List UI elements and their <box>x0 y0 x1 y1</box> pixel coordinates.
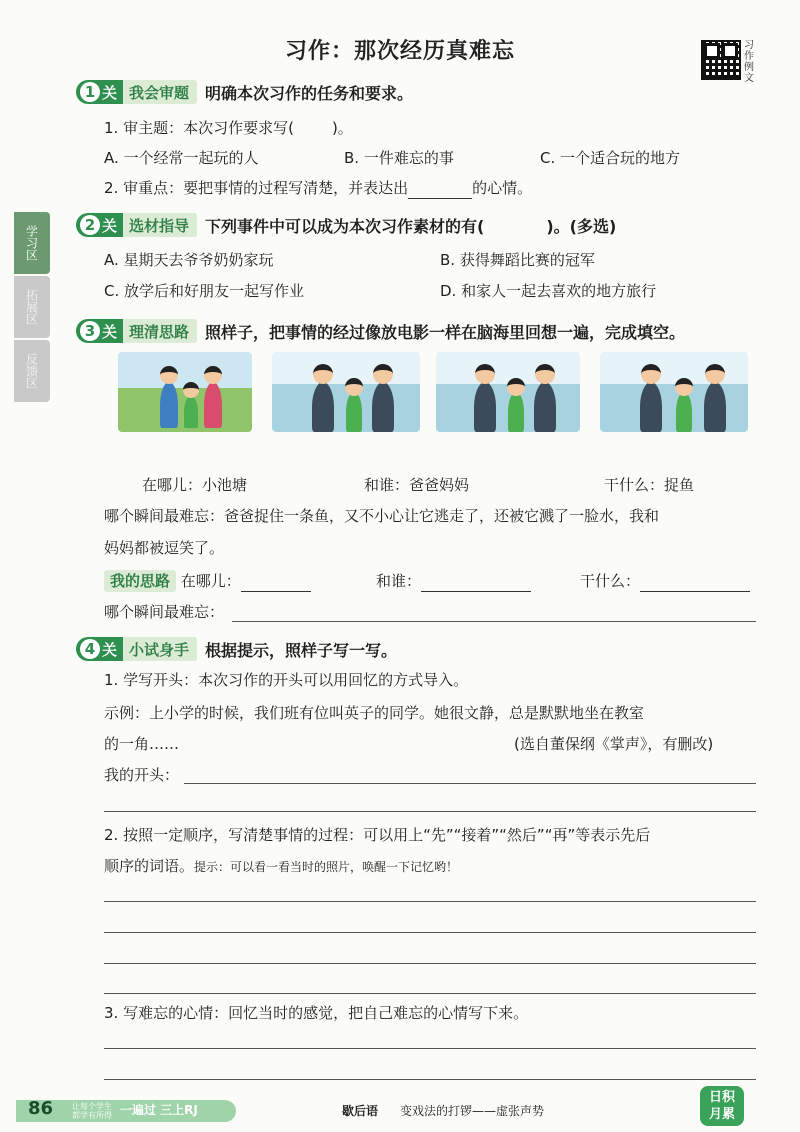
section-name: 理清思路 <box>123 319 197 343</box>
example-source: (选自董保纲《掌声》，有删改) <box>514 735 714 753</box>
option-c: C. 放学后和好朋友一起写作业 <box>104 282 305 300</box>
prompt-1: 1. 学写开头：本次习作的开头可以用回忆的方式导入。 <box>104 671 469 689</box>
side-tab-expand[interactable]: 拓展区 <box>14 276 50 338</box>
illustration-pond-3 <box>600 352 748 432</box>
series-name: 一遍过 三上RJ <box>120 1103 198 1117</box>
section-desc-text: 下列事件中可以成为本次习作素材的有( <box>205 216 485 236</box>
my-where-blank[interactable] <box>241 573 311 592</box>
section-badge-suffix: 关 <box>102 216 118 235</box>
section-badge <box>76 637 123 661</box>
writing-line[interactable] <box>104 901 756 902</box>
prompt-2-tip: 提示：可以看一看当时的照片，唤醒一下记忆哟！ <box>194 860 459 874</box>
illustration-pond-2 <box>436 352 580 432</box>
writing-line[interactable] <box>104 993 756 994</box>
section-1-header <box>76 79 413 105</box>
side-tab-study[interactable]: 学习区 <box>14 212 50 274</box>
illustration-walk <box>118 352 252 432</box>
my-who-label: 和谁： <box>376 572 422 590</box>
prompt-3: 3. 写难忘的心情：回忆当时的感觉，把自己难忘的心情写下来。 <box>104 1004 529 1022</box>
writing-line[interactable] <box>104 963 756 964</box>
section-4-header <box>76 636 397 662</box>
section-3-header <box>76 318 685 344</box>
daily-accumulation-badge: 日积 月累 <box>700 1086 744 1126</box>
writing-line[interactable] <box>104 811 756 812</box>
example-moment-line-1: 哪个瞬间最难忘：爸爸捉住一条鱼，又不小心让它逃走了，还被它溅了一脸水，我和 <box>104 507 660 525</box>
prompt-2-text: 顺序的词语。 <box>104 857 195 875</box>
qr-code[interactable] <box>701 40 741 80</box>
my-thinking-label: 我的思路 <box>104 570 176 592</box>
footer-slogan: 让每个学生都学有所得 <box>72 1102 112 1120</box>
qr-label: 习 作 例 文 <box>744 40 754 84</box>
example-line-2: 的一角…… <box>104 735 180 753</box>
question-2 <box>104 177 532 199</box>
writing-line[interactable] <box>104 932 756 933</box>
xiehouyu-label: 歇后语 <box>342 1104 379 1118</box>
section-badge <box>76 80 123 104</box>
section-desc: 明确本次习作的任务和要求。 <box>205 83 414 103</box>
footer <box>0 1090 800 1128</box>
section-name: 选材指导 <box>123 213 197 237</box>
answer-blank[interactable] <box>408 180 472 199</box>
side-tab-feedback[interactable]: 反馈区 <box>14 340 50 402</box>
side-tabs <box>14 212 50 404</box>
my-moment-label: 哪个瞬间最难忘： <box>104 603 225 621</box>
example-what: 干什么：捉鱼 <box>604 476 695 494</box>
section-number: 2 <box>80 215 100 235</box>
section-name: 我会审题 <box>123 80 197 104</box>
question-text-end: 的心情。 <box>472 179 533 197</box>
my-what-row <box>580 570 750 592</box>
example-moment-line-2: 妈妈都被逗笑了。 <box>104 539 225 557</box>
option-a: A. 星期天去爷爷奶奶家玩 <box>104 251 274 269</box>
my-what-blank[interactable] <box>640 573 750 592</box>
my-thinking-row <box>104 570 311 592</box>
section-number: 4 <box>80 639 100 659</box>
illustration-pond-1 <box>272 352 420 432</box>
writing-line[interactable] <box>104 1048 756 1049</box>
my-moment-line[interactable] <box>232 621 756 622</box>
option-d: D. 和家人一起去喜欢的地方旅行 <box>440 282 657 300</box>
question-text-end: )。 <box>331 119 353 137</box>
question-text: 2. 审重点：要把事情的过程写清楚，并表达出 <box>104 179 409 197</box>
question-text: 1. 审主题：本次习作要求写( <box>104 119 294 137</box>
xiehouyu-text: 变戏法的打锣——虚张声势 <box>400 1104 545 1118</box>
option-b: B. 获得舞蹈比赛的冠军 <box>440 251 595 269</box>
my-opening-label: 我的开头： <box>104 766 180 784</box>
section-badge-suffix: 关 <box>102 640 118 659</box>
section-desc <box>205 214 616 237</box>
my-who-blank[interactable] <box>421 573 531 592</box>
section-desc: 根据提示，照样子写一写。 <box>205 640 398 660</box>
prompt-2-line-1: 2. 按照一定顺序，写清楚事情的过程：可以用上“先”“接着”“然后”“再”等表示先后 <box>104 826 651 844</box>
section-badge-suffix: 关 <box>102 322 118 341</box>
section-badge <box>76 213 123 237</box>
section-name: 小试身手 <box>123 637 197 661</box>
section-number: 1 <box>80 82 100 102</box>
section-2-header <box>76 212 616 238</box>
option-c: C. 一个适合玩的地方 <box>540 149 681 167</box>
option-a: A. 一个经常一起玩的人 <box>104 149 259 167</box>
section-badge-suffix: 关 <box>102 83 118 102</box>
section-desc: 照样子，把事情的经过像放电影一样在脑海里回想一遍，完成填空。 <box>205 322 686 342</box>
writing-line[interactable] <box>184 783 756 784</box>
my-who-row <box>376 570 531 592</box>
example-where: 在哪儿：小池塘 <box>142 476 248 494</box>
question-1 <box>104 117 353 139</box>
section-badge <box>76 319 123 343</box>
prompt-2-line-2 <box>104 855 458 878</box>
page-number: 86 <box>28 1098 54 1119</box>
option-b: B. 一件难忘的事 <box>344 149 454 167</box>
page-title: 习作：那次经历真难忘 <box>284 39 515 64</box>
example-who: 和谁：爸爸妈妈 <box>364 476 470 494</box>
section-number: 3 <box>80 321 100 341</box>
section-desc-end: )。(多选) <box>546 216 617 236</box>
example-line-1: 示例：上小学的时候，我们班有位叫英子的同学。她很文静，总是默默地坐在教室 <box>104 704 645 722</box>
writing-line[interactable] <box>104 1079 756 1080</box>
my-what-label: 干什么： <box>580 572 641 590</box>
my-where-label: 在哪儿： <box>180 572 241 590</box>
